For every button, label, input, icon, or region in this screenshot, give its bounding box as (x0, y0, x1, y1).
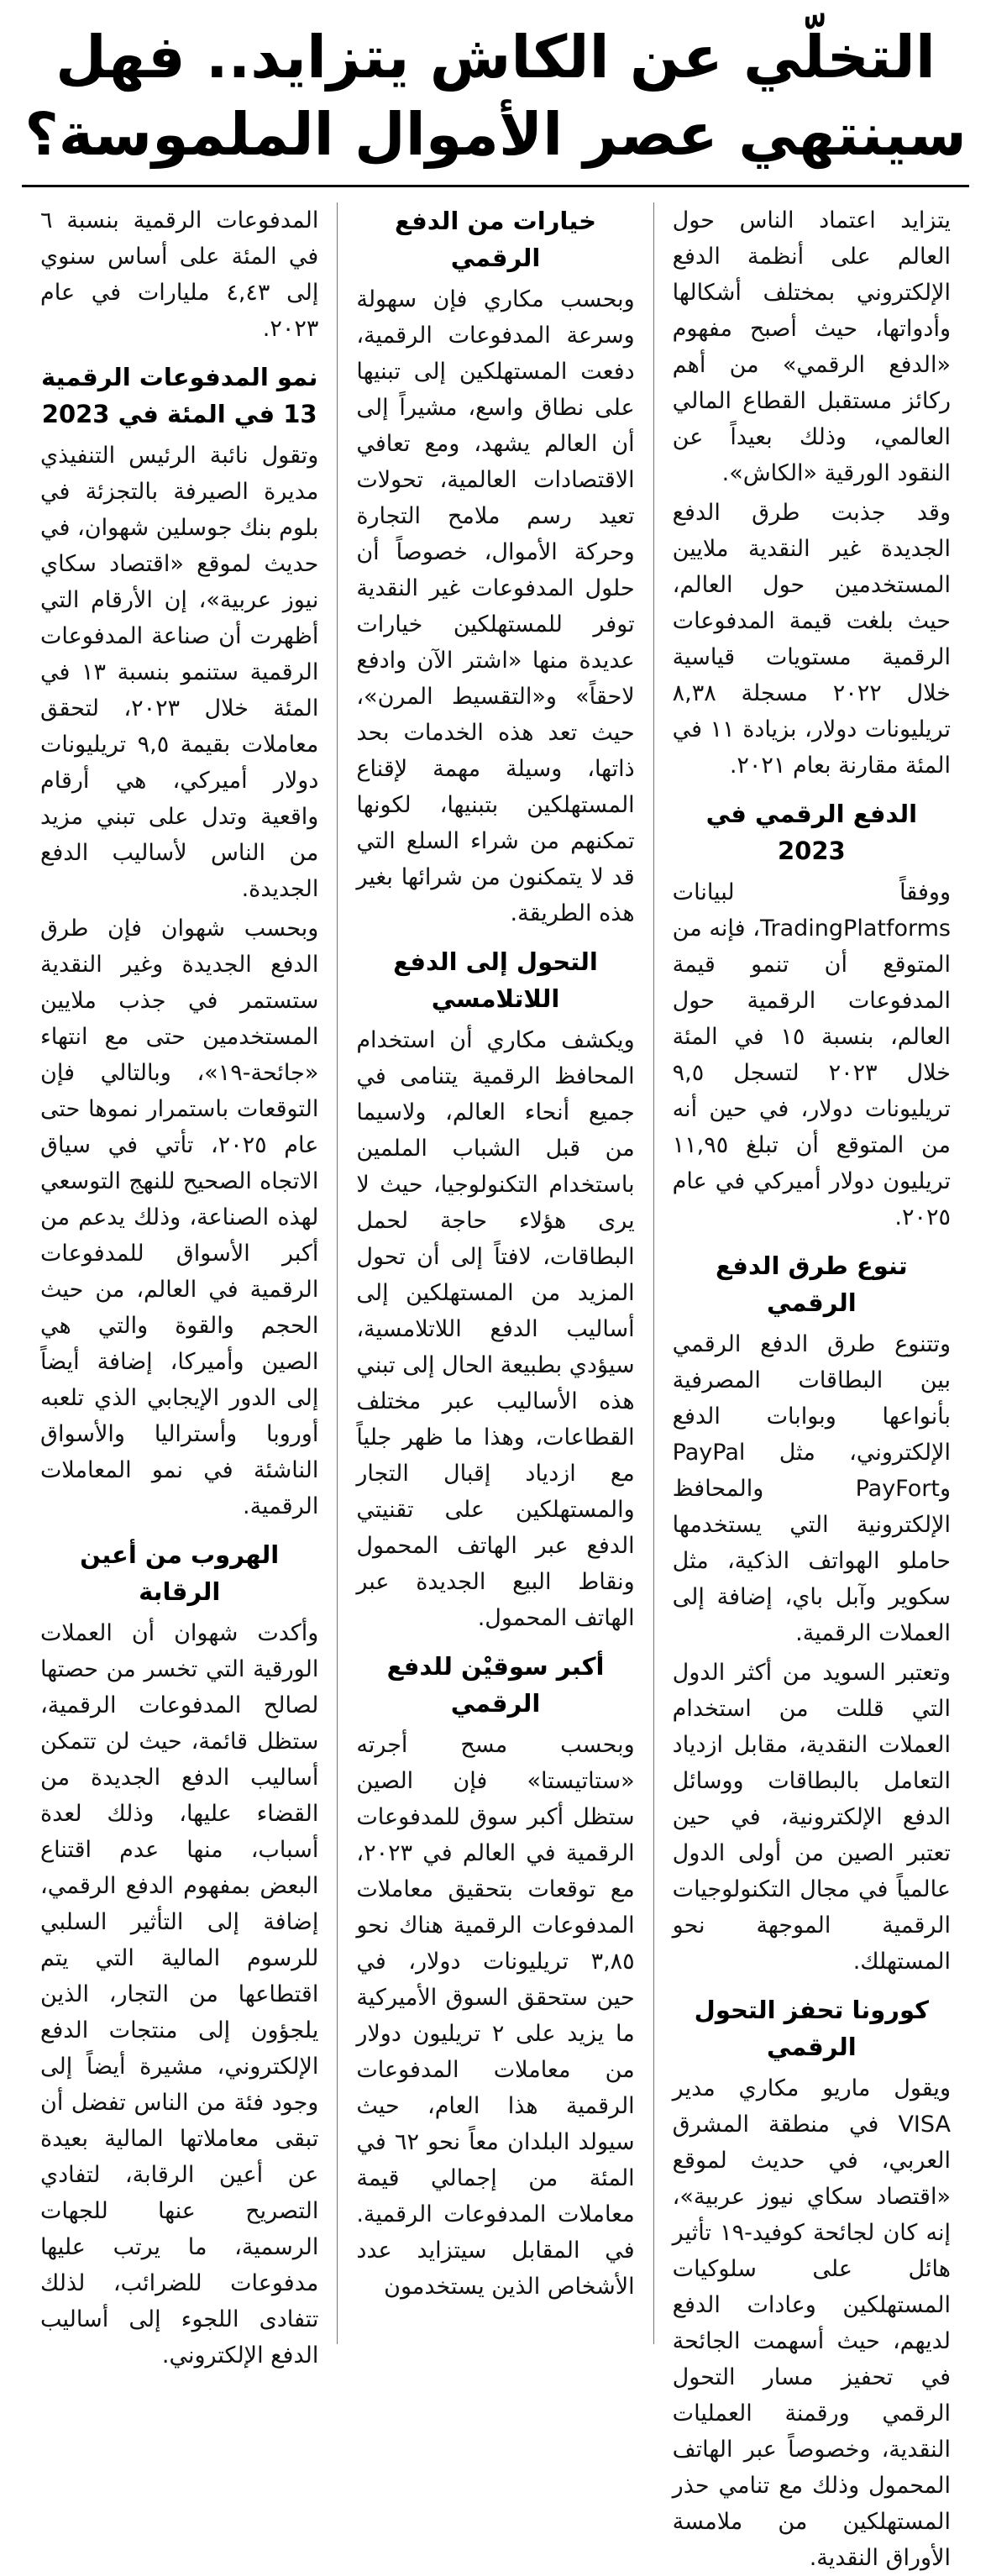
headline (22, 18, 969, 173)
paragraph: وتقول نائبة الرئيس التنفيذي مديرة الصيرفة بالتجزئة في بلوم بنك جوسلين شهوان، في حديث لموقع «اقتصاد سكاي نيوز عربية»، إن الأرقام التي أظهرت أن صناعة المدفوعات الرقمية ستنمو بنسبة ١٣ في المئة خلال ٢٠٢٣، لتحقق معاملات بقيمة ٩,٥ تريليونات دولار أميركي، هي أرقام واقعية وتدل على تبني مزيد من الناس لأساليب الدفع الجديدة. (40, 443, 319, 902)
article-columns (22, 202, 969, 2571)
column-right (654, 202, 969, 2571)
section-heading: تنوع طرق الدفع الرقمي (716, 1251, 908, 1317)
paragraph: وبحسب مكاري فإن سهولة وسرعة المدفوعات الرقمية، دفعت المستهلكين إلى تبنيها على نطاق واسع، مشيراً إلى أن العالم يشهد، ومع تعافي الاقتصادات العالمية، تحولات تعيد رسم ملامح التجارة وحركة الأموال، خصوصاً أن حلول المدفوعات غير النقدية توفر للمستهلكين خيارات عديدة منها «اشتر الآن وادفع لاحقاً» و«التقسيط المرن»، حيث تعد هذه الخدمات بحد ذاتها، وسيلة مهمة لإقناع المستهلكين بتبنيها، لكونها تمكنهم من شراء السلع التي قد لا يتمكنون من شرائها بغير هذه الطريقة. (356, 286, 635, 926)
paragraph: وتعتبر السويد من أكثر الدول التي قللت من استخدام العملات النقدية، مقابل ازدياد التعامل بالبطاقات ووسائل الدفع الإلكترونية، في حين تعتبر الصين من أولى الدول عالمياً في مجال التكنولوجيات الرقمية الموجهة نحو المستهلك. (672, 1660, 951, 1975)
section-heading: نمو المدفوعات الرقمية 13 في المئة في 2023 (40, 363, 318, 428)
paragraph: وبحسب شهوان فإن طرق الدفع الجديدة وغير النقدية ستستمر في جذب ملايين المستخدمين حتى مع انتهاء «جائحة-١٩»، وبالتالي فإن التوقعات باستمرار نموها حتى عام ٢٠٢٥، تأتي في سياق الاتجاه الصحيح للنهج التوسعي لهذه الصناعة، وذلك يدعم من أكبر الأسواق للمدفوعات الرقمية في العالم، من حيث الحجم والقوة والتي هي الصين وأميركا، إضافة أيضاً إلى الدور الإيجابي الذي تلعبه أوروبا وأستراليا والأسواق الناشئة في نمو المعاملات الرقمية. (40, 916, 319, 1519)
section-heading: كورونا تحفز التحول الرقمي (694, 1996, 930, 2061)
headline-line-2: سينتهي عصر الأموال الملموسة؟ (24, 100, 967, 169)
paragraph: وتتنوع طرق الدفع الرقمي بين البطاقات المصرفية بأنواعها وبوابات الدفع الإلكتروني، مثل PayPal وPayFort والمحافظ الإلكترونية التي يستخدمها حاملو الهواتف الذكية، مثل سكوير وآبل باي، إضافة إلى العملات الرقمية. (672, 1331, 951, 1646)
headline-divider (22, 185, 969, 187)
paragraph: يتزايد اعتماد الناس حول العالم على أنظمة الدفع الإلكتروني بمختلف أشكالها وأدواتها، حيث أصبح مفهوم «الدفع الرقمي» من أهم ركائز مستقبل القطاع المالي العالمي، وذلك بعيداً عن النقود الورقية «الكاش». (672, 207, 951, 486)
paragraph: وأكدت شهوان أن العملات الورقية التي تخسر من حصتها لصالح المدفوعات الرقمية، ستظل قائمة، حيث لن تتمكن أساليب الدفع الجديدة من القضاء عليها، وذلك لعدة أسباب، منها عدم اقتناع البعض بمفهوم الدفع الرقمي، إضافة إلى التأثير السلبي للرسوم المالية التي يتم اقتطاعها من التجار، الذين يلجؤون إلى منتجات الدفع الإلكتروني، مشيرة أيضاً إلى وجود فئة من الناس تفضل أن تبقى معاملاتها المالية بعيدة عن أعين الرقابة، لتفادي التصريح عنها للجهات الرسمية، ما يرتب عليها مدفوعات للضرائب، لذلك تتفادى اللجوء إلى أساليب الدفع الإلكتروني. (40, 1620, 319, 2369)
section-heading: الهروب من أعين الرقابة (80, 1540, 280, 1606)
section-heading: الدفع الرقمي في 2023 (705, 800, 918, 865)
section-heading: أكبر سوقيْن للدفع الرقمي (386, 1652, 605, 1718)
paragraph: ويقول ماريو مكاري مدير VISA في منطقة المشرق العربي، في حديث لموقع «اقتصاد سكاي نيوز عربية»، إنه كان لجائحة كوفيد-١٩ تأثير هائل على سلوكيات المستهلكين وعادات الدفع لديهم، حيث أسهمت الجائحة في تحفيز مسار التحول الرقمي ورقمنة العمليات النقدية، وخصوصاً عبر الهاتف المحمول وذلك مع تنامي حذر المستهلكين من ملامسة الأوراق النقدية. (672, 2075, 951, 2571)
paragraph: وقد جذبت طرق الدفع الجديدة غير النقدية ملايين المستخدمين حول العالم، حيث بلغت قيمة المدفوعات الرقمية مستويات قياسية خلال ٢٠٢٢ مسجلة ٨,٣٨ تريليونات دولار، بزيادة ١١ في المئة مقارنة بعام ٢٠٢١. (672, 500, 952, 779)
headline-line-1: التخلّي عن الكاش يتزايد.. فهل (55, 23, 936, 92)
column-left (22, 202, 338, 2369)
paragraph: ووفقاً لبيانات TradingPlatforms، فإنه من المتوقع أن تنمو قيمة المدفوعات الرقمية حول العالم، بنسبة ١٥ في المئة خلال ٢٠٢٣ لتسجل ٩,٥ تريليونات دولار، في حين أنه من المتوقع أن تبلغ ١١,٩٥ تريليون دولار أميركي في عام ٢٠٢٥. (672, 879, 951, 1230)
paragraph: وبحسب مسح أجرته «ستاتيستا» فإن الصين ستظل أكبر سوق للمدفوعات الرقمية في العالم في ٢٠٢٣، مع توقعات بتحقيق معاملات المدفوعات الرقمية هناك نحو ٣,٨٥ تريليونات دولار، في حين ستحقق السوق الأميركية ما يزيد على ٢ تريليون دولار من معاملات المدفوعات الرقمية هذا العام، حيث سيولد البلدان معاً نحو ٦٢ في المئة من إجمالي قيمة معاملات المدفوعات الرقمية. في المقابل سيتزايد عدد الأشخاص الذين يستخدمون (356, 1732, 635, 2300)
section-heading: خيارات من الدفع الرقمي (394, 207, 597, 272)
column-middle (338, 202, 653, 2344)
section-heading: التحول إلى الدفع اللاتلامسي (393, 947, 598, 1013)
paragraph: ويكشف مكاري أن استخدام المحافظ الرقمية يتنامى في جميع أنحاء العالم، ولاسيما من قبل الشباب الملمين باستخدام التكنولوجيا، حيث لا يرى هؤلاء حاجة لحمل البطاقات، لافتاً إلى أن تحول المزيد من المستهلكين إلى أساليب الدفع اللاتلامسية، سيؤدي بطبيعة الحال إلى تبني هذه الأساليب عبر مختلف القطاعات، وهذا ما ظهر جلياً مع ازدياد إقبال التجار والمستهلكين على تقنيتي الدفع عبر الهاتف المحمول ونقاط البيع الجديدة عبر الهاتف المحمول. (356, 1027, 635, 1631)
paragraph: المدفوعات الرقمية بنسبة ٦ في المئة على أساس سنوي إلى ٤,٤٣ مليارات في عام ٢٠٢٣. (40, 207, 319, 342)
